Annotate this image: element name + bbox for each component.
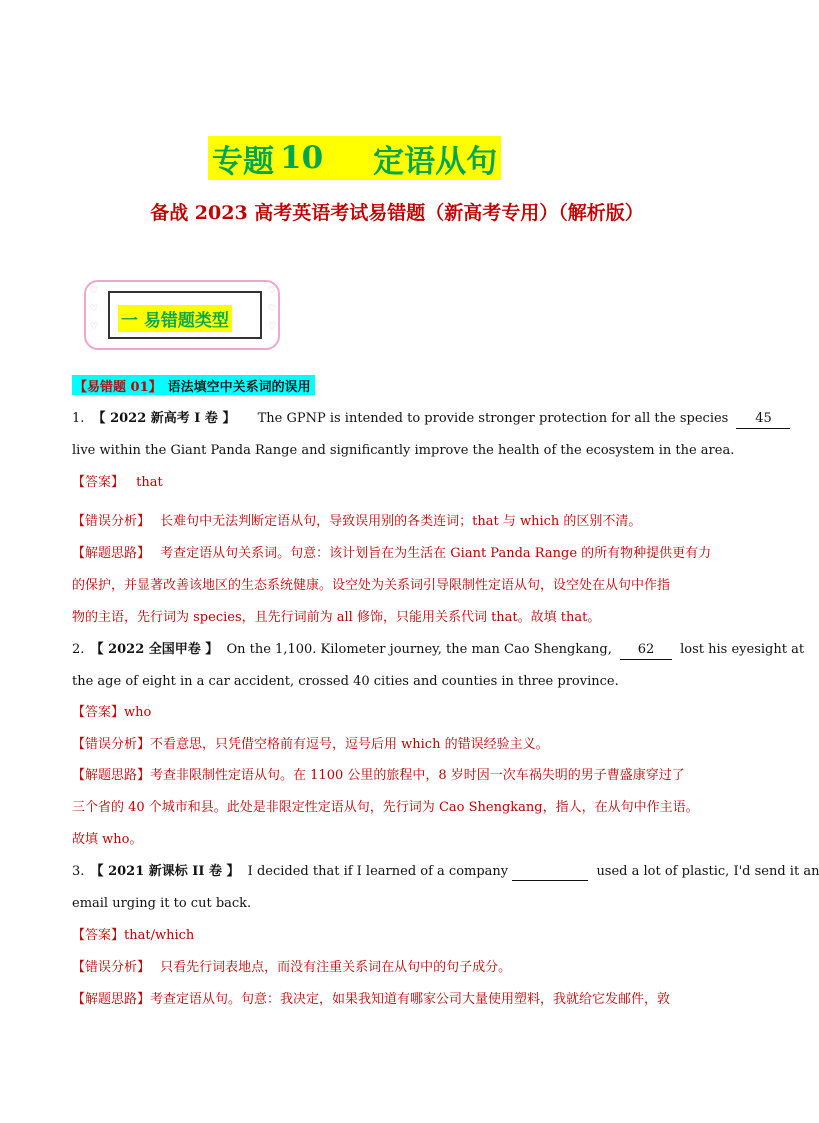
answer-line	[72, 704, 151, 722]
heart-icon: ♡	[90, 322, 99, 332]
section-heading: 一 易错题类型	[118, 305, 232, 332]
analysis-line	[72, 959, 511, 977]
analysis-text: 长难句中无法判断定语从句，导致误用别的各类连词；that 与 which 的区别不清。	[160, 514, 642, 529]
question-source: 【 2021 新课标 II 卷 】	[90, 864, 240, 879]
analysis-label: 【错误分析】	[72, 737, 151, 752]
answer-label: 【答案】	[72, 928, 125, 943]
question-source: 【 2022 全国甲卷 】	[90, 642, 219, 657]
question-text-line: live within the Giant Panda Range and significantly improve the health of the ecosystem in the area.	[72, 443, 735, 458]
answer-value: that	[136, 475, 163, 490]
answer-value: that/which	[124, 928, 195, 943]
solution-text: 考查非限制性定语从句。在 1100 公里的旅程中，8 岁时因一次车祸失明的男子曹盛康穿过了	[150, 768, 685, 783]
question-text: I decided that if I learned of a company	[247, 864, 509, 879]
analysis-label: 【错误分析】	[72, 960, 151, 975]
solution-text: 的保护，并显著改善该地区的生态系统健康。设空处为关系词引导限制性定语从句，设空处在从句中作指	[72, 578, 671, 593]
solution-label: 【解题思路】	[72, 992, 151, 1007]
document-subtitle: 备战 2023 高考英语考试易错题（新高考专用）（解析版）	[150, 202, 644, 224]
question-text-line: the age of eight in a car accident, crossed 40 cities and counties in three province.	[72, 674, 619, 689]
heart-icon: ♡	[268, 304, 277, 314]
answer-label: 【答案】	[72, 705, 125, 720]
analysis-line	[72, 513, 641, 531]
question-text: used a lot of plastic, I'd send it an	[596, 864, 819, 879]
error-type-text: 语法填空中关系词的误用	[167, 379, 311, 395]
title-topic: 定语从句	[373, 143, 498, 180]
question-text: lost his eyesight at	[680, 642, 805, 657]
error-type-tag: 【易错题 01】	[74, 379, 162, 395]
question-1	[72, 410, 790, 429]
solution-text: 故填 who。	[72, 832, 143, 847]
title-number: 10	[280, 140, 324, 176]
solution-line	[72, 545, 711, 563]
heart-icon: ♡	[268, 286, 277, 296]
solution-text: 物的主语，先行词为 species，且先行词前为 all 修饰，只能用关系代词 that。故填 that。	[72, 610, 601, 625]
solution-text: 考查定语从句关系词。句意：该计划旨在为生活在 Giant Panda Range 的所有物种提供更有力	[160, 546, 712, 561]
question-number: 2.	[72, 642, 85, 657]
answer-blank: 45	[736, 410, 790, 429]
question-source: 【 2022 新高考 I 卷 】	[92, 411, 236, 426]
question-text: On the 1,100. Kilometer journey, the man Cao Shengkang,	[226, 642, 612, 657]
analysis-line	[72, 736, 549, 754]
solution-line	[72, 767, 685, 785]
solution-label: 【解题思路】	[72, 546, 151, 561]
answer-line	[72, 927, 194, 945]
question-text-line: email urging it to cut back.	[72, 896, 252, 911]
heart-icon: ♡	[90, 286, 99, 296]
solution-label: 【解题思路】	[72, 768, 151, 783]
solution-text: 考查定语从句。句意：我决定，如果我知道有哪家公司大量使用塑料，我就给它发邮件，敦	[150, 992, 671, 1007]
answer-blank	[512, 866, 588, 881]
answer-line	[72, 474, 163, 492]
solution-line	[72, 991, 670, 1009]
question-text: The GPNP is intended to provide stronger protection for all the species	[257, 411, 729, 426]
document-title	[208, 136, 501, 180]
heart-icon: ♡	[90, 304, 99, 314]
solution-text: 三个省的 40 个城市和县。此处是非限定性定语从句，先行词为 Cao Shengkang，指人，在从句中作主语。	[72, 800, 699, 815]
question-number: 1.	[72, 411, 85, 426]
answer-value: who	[124, 705, 152, 720]
analysis-text: 不看意思，只凭借空格前有逗号，逗号后用 which 的错误经验主义。	[150, 737, 549, 752]
analysis-text: 只看先行词表地点，而没有注重关系词在从句中的句子成分。	[160, 960, 512, 975]
heart-icon: ♡	[268, 322, 277, 332]
analysis-label: 【错误分析】	[72, 514, 151, 529]
title-prefix: 专题	[212, 143, 274, 180]
question-number: 3.	[72, 864, 85, 879]
question-2	[72, 641, 804, 660]
error-type-heading	[72, 375, 315, 395]
answer-blank: 62	[620, 641, 672, 660]
question-3	[72, 863, 819, 881]
answer-label: 【答案】	[72, 475, 125, 490]
